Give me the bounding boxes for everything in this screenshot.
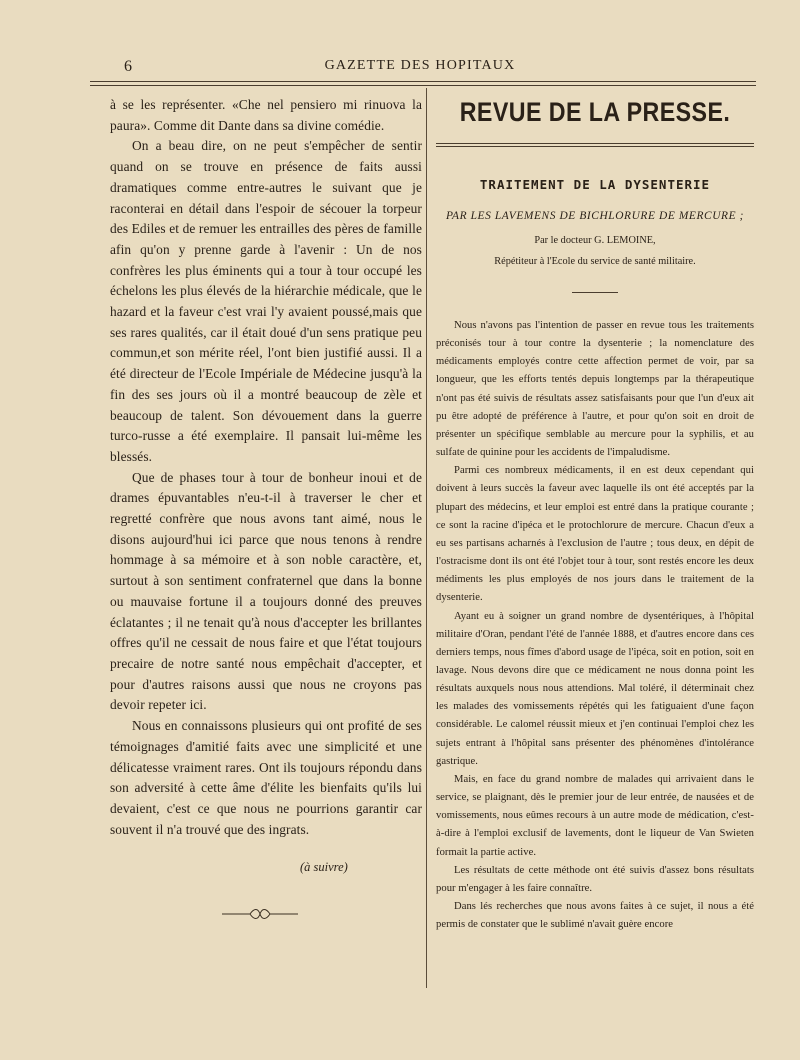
paragraph: On a beau dire, on ne peut s'empêcher de sentir quand on se trouve en présence de faits aussi dramatiques comme entre-autres le suivant que je raconterai en détail dans l'espoir de sécouer la torpeur des Ediles et de remuer les entrailles des pères de famille afin qu'on y prenne garde à l'avenir : Un de nos confrères les plus éminents qui a tour à tour occupé les échelons les plus élevés de la hiérarchie médicale, que le hazard et la faveur c'est vrai l'y avaient poussé,mais que ses rares qualités, car il était doué d'un sens pratique peu commun,et son mérite réel, l'ont bien justifié aussi. Il a été directeur de l'Ecole Impériale de Médecine jusqu'à la fin des ses jours où il a montré beaucoup de zèle et beaucoup de talent. Son dévouement dans la guerre turco-russe a été exemplaire. Il pansait lui-même les blessés.: [110, 138, 422, 464]
header-rule: [90, 81, 756, 82]
short-rule: [572, 292, 618, 293]
page-number: 6: [124, 58, 132, 75]
author-line: Par le docteur G. LEMOINE,: [534, 235, 656, 246]
left-column: [110, 95, 422, 840]
article-subtitle: PAR LES LAVEMENS DE BICHLORURE DE MERCURE ;: [445, 210, 745, 222]
paragraph: Nous en connaissons plusieurs qui ont profité de ses témoignages d'amitié faits avec une simplicité et une délicatesse vraiment rares. Ont ils toujours répondu dans son adversité à cette âme d'élite les bienfaits qu'ils lui devaient, c'est ce que nous ne pourrions garantir car souvent il n'a trouvé que des ingrats.: [110, 718, 422, 837]
paragraph: Que de phases tour à tour de bonheur inoui et de drames épuvantables n'eu-t-il à traverser le cher et regretté confrère que nous avons tant aimé, nous le disons aujourd'hui ici parce que nous tenons à rendre hommage à sa mémoire et à son noble caractère, et, surtout à son sentiment confraternel que dans la bonne ou mauvaise fortune il a toujours donné des preuves éclatantes ; il ne tenait qu'à nous d'accepter les brillantes offres qu'il ne cessait de nous faire et que l'état toujours precaire de notre santé nous empêchait d'accepter, et pour d'autres raisons aussi que nous ne croyons pas devoir repeter ici.: [110, 469, 422, 713]
paragraph: Dans lés recherches que nous avons faites à ce sujet, il nous a été permis de constater que le sublimé n'avait guère encore: [436, 901, 754, 931]
running-title: GAZETTE DES HOPITAUX: [324, 58, 516, 73]
title-rule: [436, 143, 754, 144]
column-divider: [426, 88, 427, 988]
article-body: [436, 317, 754, 934]
paragraph: Les résultats de cette méthode ont été suivis d'assez bons résultats pour m'engager à les faire connaître.: [436, 864, 754, 894]
paragraph: Mais, en face du grand nombre de malades qui arrivaient dans le service, se plaignant, dès le premier jour de leur entrée, de nausées et de vomissements, nous eûmes recours à un autre mode de médication, c'est-à-dire à l'emploi exclusif de lavements, dont le liqueur de Van Swieten formait la partie active.: [436, 773, 754, 858]
paragraph: Nous n'avons pas l'intention de passer en revue tous les traitements préconisés tour à tour contre la dysenterie ; la nomenclature des médicaments employés contre cette affection permet de voir, par sa longueur, que les efforts tentés depuis longtemps par la thérapeutique n'ont pas été suivis de résultats assez satisfaisants pour que l'un d'eux ait pu être adopté de préférence à l'autre, et pour qu'on soit en droit de présenter un spécifique semblable au mercure pour la syphilis, et au sulfate de quinine pour les accidents de l'impaludisme.: [436, 320, 754, 459]
ornament-divider: [220, 905, 300, 923]
article-title: TRAITEMENT DE LA DYSENTERIE: [479, 177, 711, 192]
title-rule: [436, 146, 754, 147]
right-column: [436, 95, 754, 931]
paragraph: Ayant eu à soigner un grand nombre de dysentériques, à l'hôpital militaire d'Oran, pendant l'été de l'année 1888, et d'autres encore dans ces derniers temps, nous fîmes d'abord usage de l'ipéca, soit en potion, soit en lavage. Nous devons dire que ce médicament ne nous donna point les résultats auxquels nous nous attendions. Mal toléré, il déterminait chez les malades des vomissements répétés qui les fatiguaient d'une façon considérable. Le calomel réussit mieux et j'en continuai l'emploi chez les sujets entrant à l'hôpital sans présenter des phénomènes d'intolérance gastrique.: [436, 610, 754, 767]
header-rule: [90, 85, 756, 86]
page-header: [90, 58, 750, 82]
author-affiliation: Répétiteur à l'Ecole du service de santé militaire.: [494, 256, 696, 267]
section-title: REVUE DE LA PRESSE.: [459, 97, 731, 127]
paragraph: à se les représenter. «Che nel pensiero mi rinuova la paura». Comme dit Dante dans sa divine comédie.: [110, 97, 422, 133]
paragraph: Parmi ces nombreux médicaments, il en est deux cependant qui doivent à leurs succès la faveur avec laquelle ils ont été acceptés par la plupart des médecins, et leur emploi est entré dans la pratique courante ; ce sont la racine d'ipéca et le protochlorure de mercure. Chacun d'eux a eu ses partisans acharnés à l'exclusion de l'autre ; tous deux, en dépit de l'ostracisme dont ils ont été l'objet tour à tour, sont restés encore les deux médiments les plus employés de nos jours dans le traitement de la dysenterie.: [436, 465, 754, 604]
continuation-note: (à suivre): [300, 860, 348, 874]
